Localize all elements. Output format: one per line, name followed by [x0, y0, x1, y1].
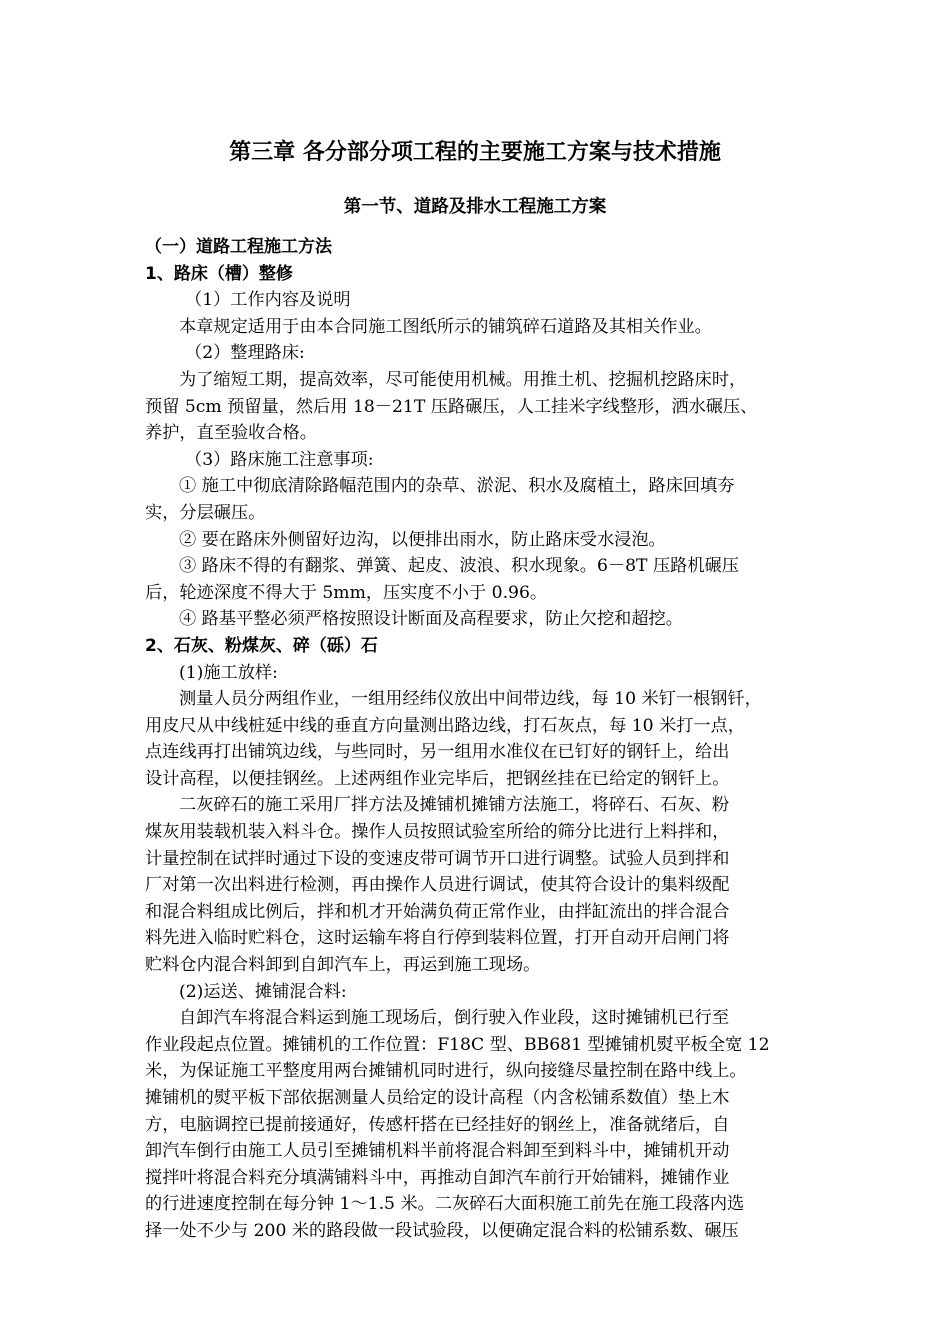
text-line: 米，为保证施工平整度用两台摊铺机同时进行，纵向接缝尽量控制在路中线上。 — [145, 1061, 747, 1082]
text-line: （2）整理路床: — [185, 343, 305, 364]
text-line: 搅拌叶将混合料充分填满铺料斗中，再推动自卸汽车前行开始铺料，摊铺作业 — [145, 1167, 730, 1188]
text-line: ③ 路床不得的有翻浆、弹簧、起皮、波浪、积水现象。6－8T 压路机碾压 — [179, 556, 739, 577]
text-line: 方，电脑调控已提前接通好，传感杆搭在已经挂好的钢丝上，准备就绪后，自 — [145, 1114, 730, 1135]
text-line: 二灰碎石的施工采用厂拌方法及摊铺机摊铺方法施工，将碎石、石灰、粉 — [179, 795, 730, 816]
chapter-title: 第三章 各分部分项工程的主要施工方案与技术措施 — [229, 140, 721, 165]
text-line: 贮料仓内混合料卸到自卸汽车上，再运到施工现场。 — [145, 955, 541, 976]
text-line: 测量人员分两组作业，一组用经纬仪放出中间带边线，每 10 米钉一根钢钎， — [179, 689, 762, 710]
text-line: 实，分层碾压。 — [145, 502, 266, 523]
text-line: 厂对第一次出料进行检测，再由操作人员进行调试，使其符合设计的集料级配 — [145, 875, 730, 896]
text-line: （3）路床施工注意事项: — [185, 449, 374, 470]
text-line: 为了缩短工期，提高效率，尽可能使用机械。用推土机、挖掘机挖路床时， — [179, 369, 747, 390]
text-line: 用皮尺从中线桩延中线的垂直方向量测出路边线，打石灰点，每 10 米打一点， — [145, 715, 745, 736]
text-line: 养护，直至验收合格。 — [145, 423, 317, 444]
text-line: 点连线再打出铺筑边线，与些同时，另一组用水准仪在已钉好的钢钎上，给出 — [145, 742, 730, 763]
document-body — [145, 234, 825, 1245]
heading-line: 1、路床（槽）整修 — [145, 263, 293, 284]
text-line: 后，轮迹深度不得大于 5mm，压实度不小于 0.96。 — [145, 582, 548, 603]
text-line: 计量控制在试拌时通过下设的变速皮带可调节开口进行调整。试验人员到拌和 — [145, 848, 730, 869]
text-line: 和混合料组成比例后，拌和机才开始满负荷正常作业，由拌缸流出的拌合混合 — [145, 901, 730, 922]
heading-line: 2、石灰、粉煤灰、碎（砾）石 — [145, 635, 378, 656]
text-line: 摊铺机的熨平板下部依据测量人员给定的设计高程（内含松铺系数值）垫上木 — [145, 1088, 730, 1108]
text-line: （1）工作内容及说明 — [185, 290, 351, 311]
text-line: 卸汽车倒行由施工人员引至摊铺机料半前将混合料卸至到料斗中，摊铺机开动 — [145, 1141, 730, 1162]
text-line: ④ 路基平整必须严格按照设计断面及高程要求，防止欠挖和超挖。 — [179, 609, 683, 630]
text-line: 择一处不少与 200 米的路段做一段试验段，以便确定混合料的松铺系数、碾压 — [145, 1220, 739, 1241]
text-line: 煤灰用装载机装入料斗仓。操作人员按照试验室所给的筛分比进行上料拌和， — [145, 822, 730, 843]
text-line: 料先进入临时贮料仓，这时运输车将自行停到装料位置，打开自动开启闸门将 — [145, 928, 730, 949]
text-line: 预留 5cm 预留量，然后用 18－21T 压路碾压，人工挂米字线整形，洒水碾压、 — [145, 396, 758, 417]
text-line: 作业段起点位置。摊铺机的工作位置：F18C 型、BB681 型摊铺机熨平板全宽 12 — [145, 1034, 770, 1055]
text-line: (1)施工放样: — [179, 662, 278, 683]
text-line: 自卸汽车将混合料运到施工现场后，倒行驶入作业段，这时摊铺机已行至 — [179, 1008, 730, 1029]
text-line: 的行进速度控制在每分钟 1～1.5 米。二灰碎石大面积施工前先在施工段落内选 — [145, 1194, 745, 1215]
text-line: ① 施工中彻底清除路幅范围内的杂草、淤泥、积水及腐植土，路床回填夯 — [179, 476, 735, 497]
text-line: 设计高程，以便挂钢丝。上述两组作业完毕后，把钢丝挂在已给定的钢钎上。 — [145, 768, 730, 789]
text-line: ② 要在路床外侧留好边沟，以便排出雨水，防止路床受水浸泡。 — [179, 529, 666, 550]
text-line: (2)运送、摊铺混合料: — [179, 981, 347, 1002]
text-line: 本章规定适用于由本合同施工图纸所示的铺筑碎石道路及其相关作业。 — [179, 316, 712, 337]
section-title: 第一节、道路及排水工程施工方案 — [343, 197, 607, 217]
heading-line: （一）道路工程施工方法 — [145, 237, 332, 257]
